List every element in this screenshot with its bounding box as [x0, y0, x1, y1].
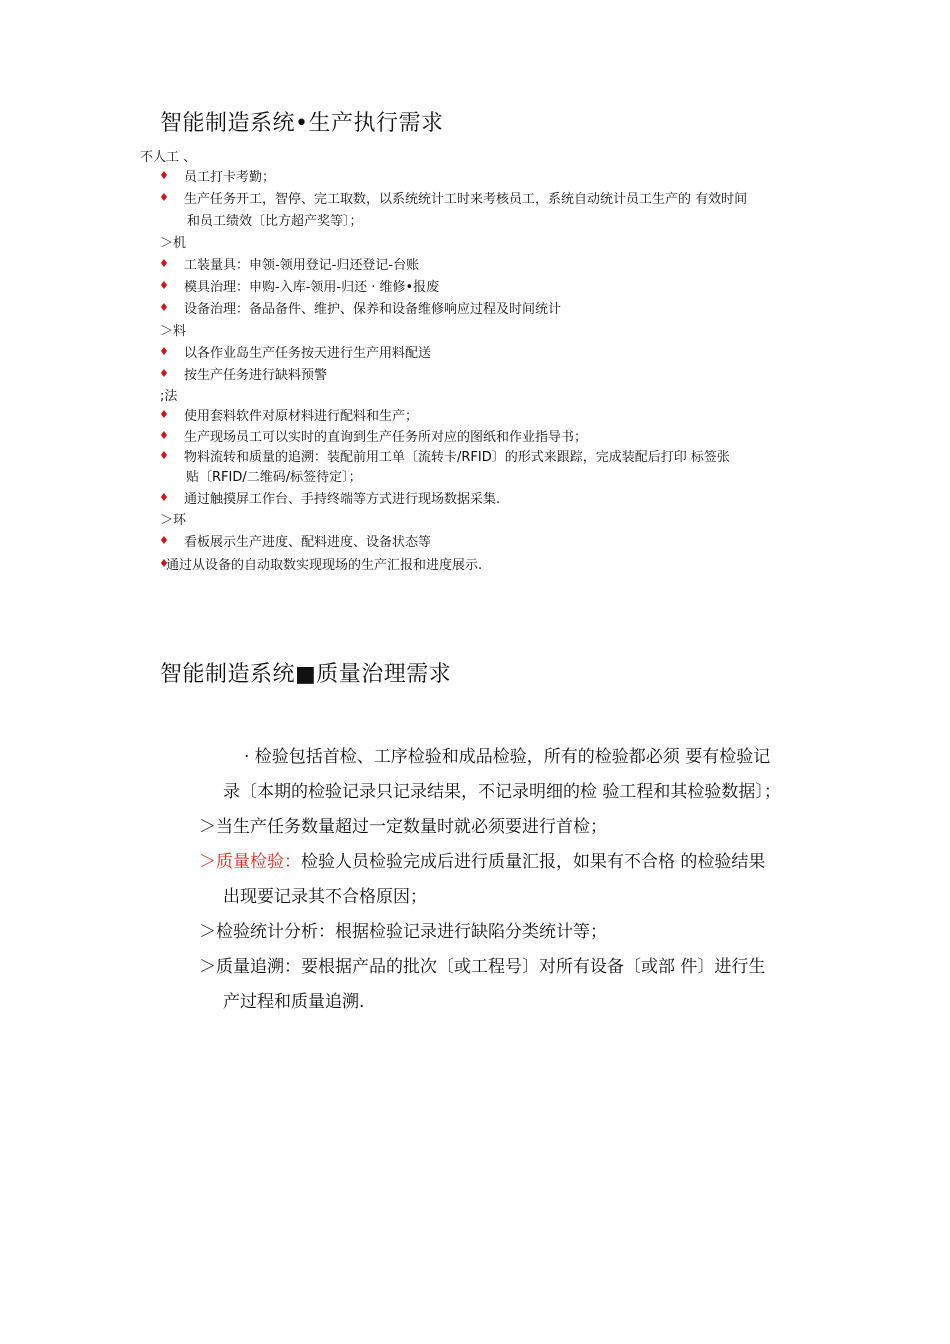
list-item-continuation: 贴〔RFID/二维码/标签待定〕；	[186, 470, 362, 485]
bullet-icon: ♦	[159, 301, 169, 314]
list-item: 物料流转和质量的追溯：装配前用工单〔流转卡/RFID〕的形式来跟踪，完成装配后打印 标签张	[184, 450, 730, 465]
bullet-icon: ♦	[159, 408, 169, 421]
paragraph-traceability-line1: ＞质量追溯：要根据产品的批次〔或工程号〕对所有设备〔或部 件〕进行生	[199, 957, 766, 977]
bullet-icon: ♦	[159, 429, 169, 442]
bullet-icon: ♦	[159, 345, 169, 358]
list-item: 通过触摸屏工作台、手持终端等方式进行现场数据采集.	[184, 492, 501, 507]
paragraph-quality-inspection-line2: 出现要记录其不合格原因；	[223, 887, 427, 907]
bullet-icon: ♦	[159, 191, 169, 204]
bullet-icon: ♦	[159, 557, 169, 570]
list-item: 生产任务开工，智停、完工取数，以系统统计工时来考核员工，系统自动统计员工生产的 有效时间	[184, 192, 748, 207]
list-item: 使用套料软件对原材料进行配料和生产；	[184, 409, 419, 424]
list-item: 以各作业岛生产任务按天进行生产用料配送	[184, 346, 432, 361]
bullet-icon: ♦	[159, 449, 169, 462]
list-item: 按生产任务进行缺料预警	[184, 368, 328, 383]
paragraph-first-inspection: ＞当生产任务数量超过一定数量时就必须要进行首检；	[199, 817, 607, 837]
quality-inspection-label: ＞质量检验：	[199, 852, 301, 872]
list-item: 设备治理：备品备件、维护、保养和设备维修响应过程及时间统计	[184, 302, 562, 317]
group-label-environment: ＞环	[160, 513, 187, 528]
bullet-icon: ♦	[159, 367, 169, 380]
paragraph-inspection-line1: · 检验包括首检、工序检验和成品检验，所有的检验都必须 要有检验记	[244, 747, 771, 767]
bullet-icon: ♦	[159, 491, 169, 504]
paragraph-traceability-line2: 产过程和质量追溯.	[223, 992, 365, 1012]
group-label-people: 不人工 、	[140, 150, 197, 165]
paragraph-quality-inspection	[199, 847, 765, 872]
bullet-icon: ♦	[159, 257, 169, 270]
list-item: 看板展示生产进度、配料进度、设备状态等	[184, 535, 432, 550]
list-item: 工装量具：申领-领用登记-归还登记-台账	[184, 258, 420, 273]
list-item: 员工打卡考勤；	[184, 170, 276, 185]
group-label-material: ＞料	[160, 324, 187, 339]
section1-title: 智能制造系统•生产执行需求	[160, 111, 444, 136]
paragraph-inspection-line2: 录〔本期的检验记录只记录结果，不记录明细的检 验工程和其检验数据〕；	[223, 782, 781, 802]
section2-title: 智能制造系统■质量治理需求	[160, 662, 452, 687]
list-item: 生产现场员工可以实时的直询到生产任务所对应的图纸和作业指导书；	[184, 430, 588, 445]
quality-inspection-text: 检验人员检验完成后进行质量汇报，如果有不合格 的检验结果	[301, 852, 766, 872]
group-label-machine: ＞机	[160, 236, 187, 251]
bullet-icon: ♦	[159, 534, 169, 547]
paragraph-statistics: ＞检验统计分析：根据检验记录进行缺陷分类统计等；	[199, 922, 607, 942]
group-label-method: ;法	[160, 389, 178, 404]
list-item: 模具治理：申购-入库-领用-归还 · 维修•报废	[184, 280, 440, 295]
bullet-icon: ♦	[159, 169, 169, 182]
list-item-continuation: 和员工绩效〔比方超产奖等〕；	[187, 214, 363, 229]
list-item-last: 通过从设备的自动取数实现现场的生产汇报和进度展示.	[166, 558, 483, 573]
bullet-icon: ♦	[159, 279, 169, 292]
